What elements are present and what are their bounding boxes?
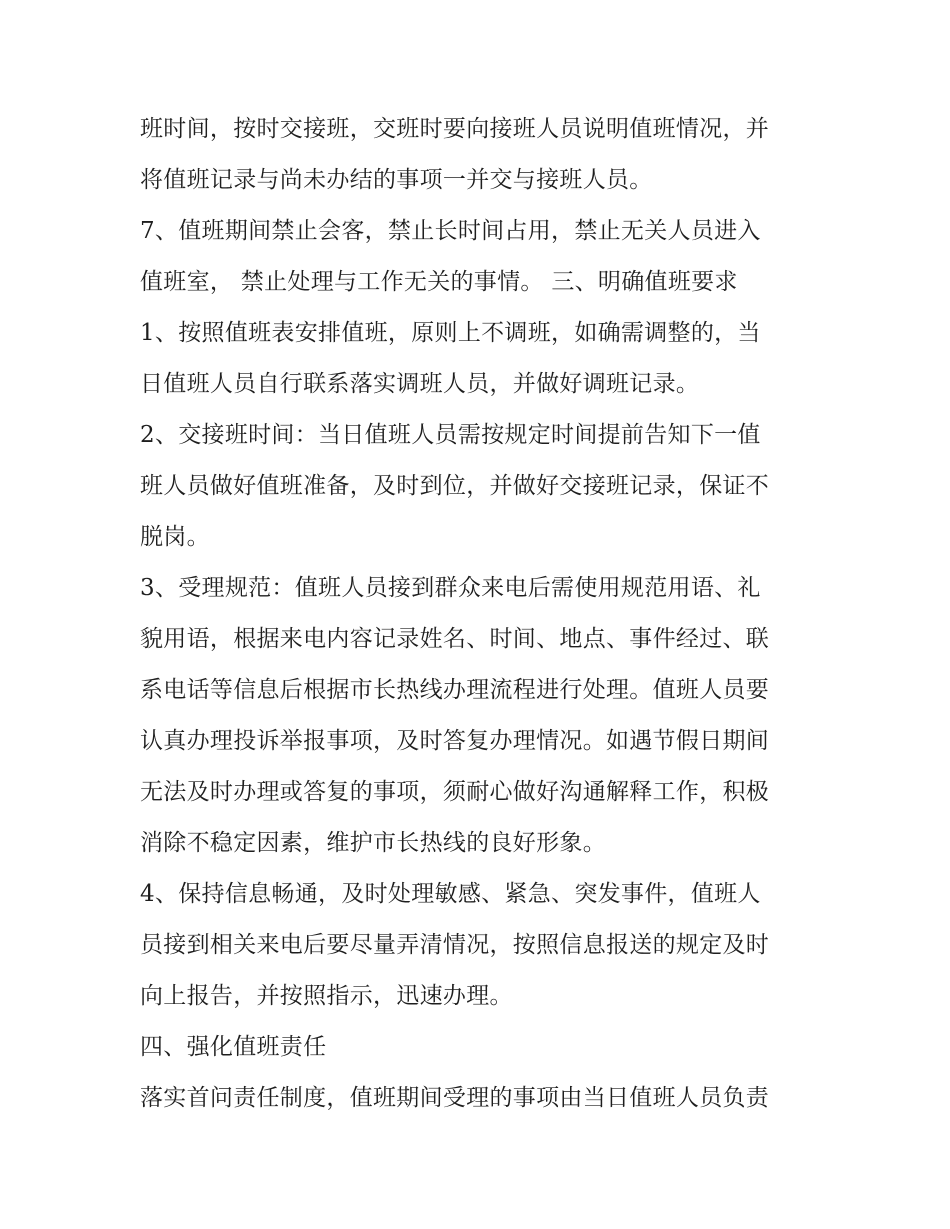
paragraph-line: 脱岗。 [140,524,210,550]
paragraph-line: 日值班人员自行联系落实调班人员，并做好调班记录。 [140,371,700,397]
paragraph-line: 4、保持信息畅通，及时处理敏感、紧急、突发事件，值班人 [140,881,761,907]
paragraph-line: 消除不稳定因素，维护市长热线的良好形象。 [140,830,606,856]
paragraph-line: 班人员做好值班准备，及时到位，并做好交接班记录，保证不 [140,473,770,499]
paragraph-line: 值班室， 禁止处理与工作无关的事情。 三、明确值班要求 [140,269,738,295]
paragraph-line: 3、受理规范：值班人员接到群众来电后需使用规范用语、礼 [140,575,761,601]
section-heading: 四、强化值班责任 [140,1034,327,1060]
paragraph-line: 落实首问责任制度，值班期间受理的事项由当日值班人员负责 [140,1085,770,1111]
paragraph-line: 向上报告，并按照指示，迅速办理。 [140,983,513,1009]
paragraph-line: 无法及时办理或答复的事项，须耐心做好沟通解释工作，积极 [140,779,770,805]
paragraph-line: 2、交接班时间：当日值班人员需按规定时间提前告知下一值 [140,422,761,448]
paragraph-line: 员接到相关来电后要尽量弄清情况，按照信息报送的规定及时 [140,932,770,958]
paragraph-line: 班时间，按时交接班，交班时要向接班人员说明值班情况，并 [140,116,770,142]
paragraph-line: 认真办理投诉举报事项，及时答复办理情况。如遇节假日期间 [140,728,770,754]
paragraph-line: 系电话等信息后根据市长热线办理流程进行处理。值班人员要 [140,677,770,703]
paragraph-line: 7、值班期间禁止会客，禁止长时间占用，禁止无关人员进入 [140,218,761,244]
paragraph-line: 将值班记录与尚未办结的事项一并交与接班人员。 [140,167,653,193]
paragraph-line: 1、按照值班表安排值班，原则上不调班，如确需调整的，当 [140,320,761,346]
paragraph-line: 貌用语，根据来电内容记录姓名、时间、地点、事件经过、联 [140,626,770,652]
